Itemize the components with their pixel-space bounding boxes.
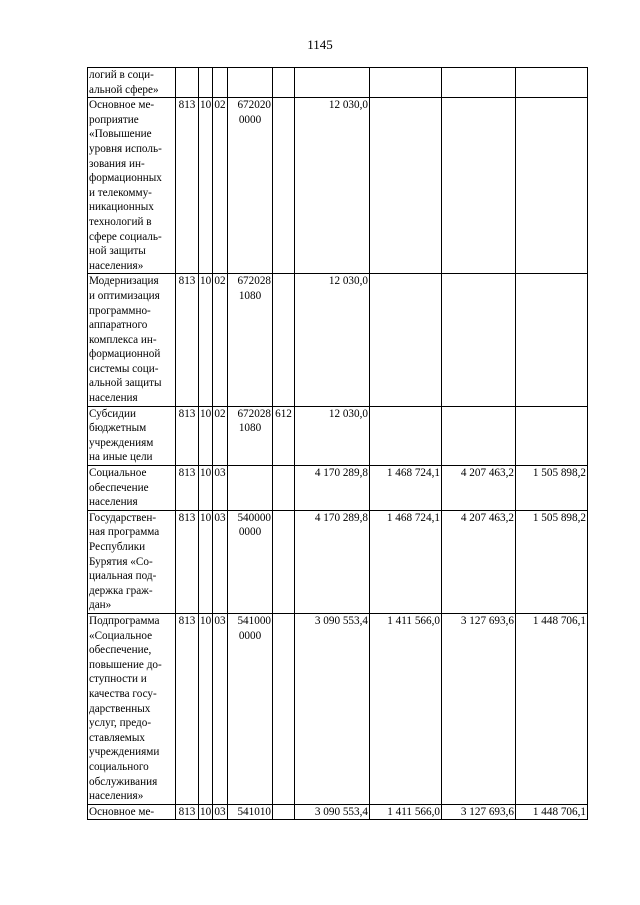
subsection-code-cell: 03: [213, 804, 228, 820]
table-row: [88, 613, 588, 804]
amount-year1-cell: 12 030,0: [295, 98, 370, 274]
table-row: [88, 68, 588, 98]
amount-year2-cell: 3 127 693,6: [442, 613, 516, 804]
item-name-cell: [88, 98, 176, 274]
target-code-part: 672028: [237, 407, 271, 420]
item-name-cell: [88, 804, 176, 820]
item-name-line: учреждениям: [89, 436, 154, 449]
item-name-line: обеспечение: [89, 481, 149, 494]
item-name-line: социального: [89, 760, 149, 773]
target-code-part: 0000: [238, 629, 262, 642]
amount-year2-federal-cell: [516, 98, 588, 274]
subsection-code-cell: 02: [213, 98, 228, 274]
ministry-code-cell: 813: [176, 98, 199, 274]
section-code-cell: 10: [199, 613, 213, 804]
table-row: [88, 510, 588, 613]
item-name-line: Модернизация: [89, 275, 159, 288]
item-name-line: альной сфере»: [89, 83, 159, 96]
subsection-code-cell: 03: [213, 613, 228, 804]
item-name-line: дарственных: [89, 702, 151, 715]
amount-year2-federal-cell: 1 505 898,2: [516, 510, 588, 613]
target-code-part: 0000: [238, 526, 262, 539]
expense-type-cell: [273, 98, 295, 274]
target-article-cell: [228, 274, 273, 406]
item-name-line: сфере социаль-: [89, 230, 162, 243]
section-code-cell: 10: [199, 98, 213, 274]
section-code-cell: 10: [199, 510, 213, 613]
item-name-line: Основное ме-: [89, 805, 155, 818]
item-name-line: «Повышение: [89, 128, 152, 141]
amount-year1-cell: 12 030,0: [295, 406, 370, 465]
target-code-part: 672020: [237, 99, 271, 112]
ministry-code-cell: 813: [176, 466, 199, 511]
ministry-code-cell: 813: [176, 274, 199, 406]
item-name-line: формационных: [89, 172, 162, 185]
item-name-line: Субсидии: [89, 407, 136, 420]
subsection-code-cell: 03: [213, 510, 228, 613]
section-code-cell: 10: [199, 406, 213, 465]
item-name-line: населения»: [89, 259, 144, 272]
item-name-cell: [88, 613, 176, 804]
amount-year2-cell: 3 127 693,6: [442, 804, 516, 820]
target-article-cell: [228, 98, 273, 274]
item-name-line: логий в соци-: [89, 69, 154, 81]
item-name-line: программно-: [89, 304, 151, 317]
amount-year2-federal-cell: 1 448 706,1: [516, 613, 588, 804]
amount-year1-federal-cell: [370, 274, 442, 406]
item-name-line: обеспечение,: [89, 644, 152, 657]
page-number: 1145: [307, 37, 333, 52]
amount-year1-cell: [295, 68, 370, 98]
item-name-line: населения: [89, 496, 138, 509]
amount-year2-cell: 4 207 463,2: [442, 510, 516, 613]
item-name-line: формационной: [89, 348, 161, 361]
amount-year2-cell: [442, 98, 516, 274]
amount-year1-cell: 4 170 289,8: [295, 466, 370, 511]
amount-year1-federal-cell: 1 468 724,1: [370, 510, 442, 613]
expense-type-cell: [273, 613, 295, 804]
item-name-line: и оптимизация: [89, 289, 160, 302]
item-name-line: качества госу-: [89, 687, 157, 700]
table-row: [88, 804, 588, 820]
item-name-line: ная программа: [89, 526, 160, 539]
target-article-cell: [228, 613, 273, 804]
amount-year1-federal-cell: [370, 406, 442, 465]
item-name-line: ной защиты: [89, 245, 146, 258]
target-article-cell: [228, 466, 273, 511]
expense-type-cell: [273, 274, 295, 406]
item-name-line: уровня исполь-: [89, 142, 162, 155]
item-name-line: населения: [89, 392, 138, 405]
amount-year1-cell: 4 170 289,8: [295, 510, 370, 613]
table-body: [88, 68, 588, 820]
item-name-line: ступности и: [89, 673, 147, 686]
amount-year2-federal-cell: 1 505 898,2: [516, 466, 588, 511]
item-name-line: роприятие: [89, 113, 139, 126]
item-name-line: учреждениями: [89, 746, 160, 759]
section-code-cell: 10: [199, 466, 213, 511]
item-name-cell: [88, 466, 176, 511]
target-code-part: 0000: [238, 113, 262, 126]
item-name-line: Подпрограмма: [89, 614, 160, 627]
item-name-line: системы соци-: [89, 362, 159, 375]
item-name-line: услуг, предо-: [89, 717, 152, 730]
item-name-line: держка граж-: [89, 584, 153, 597]
target-code-part: 540000: [237, 511, 271, 524]
amount-year1-cell: 12 030,0: [295, 274, 370, 406]
target-code-part: 672028: [237, 275, 271, 288]
item-name-line: дан»: [89, 599, 112, 612]
subsection-code-cell: 03: [213, 466, 228, 511]
target-article-cell: [228, 510, 273, 613]
item-name-cell: [88, 510, 176, 613]
ministry-code-cell: 813: [176, 804, 199, 820]
item-name-line: циальная под-: [89, 570, 157, 583]
amount-year2-cell: 4 207 463,2: [442, 466, 516, 511]
budget-table: [87, 67, 588, 820]
item-name-line: Социальное: [89, 467, 147, 480]
item-name-line: бюджетным: [89, 422, 147, 435]
amount-year1-federal-cell: 1 411 566,0: [370, 804, 442, 820]
amount-year2-cell: [442, 274, 516, 406]
expense-type-cell: [273, 510, 295, 613]
expense-type-cell: [273, 804, 295, 820]
table-row: [88, 466, 588, 511]
target-code-part: 541010: [237, 805, 271, 818]
item-name-cell: [88, 68, 176, 98]
table-row: [88, 98, 588, 274]
section-code-cell: 10: [199, 274, 213, 406]
amount-year1-federal-cell: 1 468 724,1: [370, 466, 442, 511]
target-code-part: 541000: [237, 614, 271, 627]
item-name-line: населения»: [89, 790, 144, 803]
expense-type-cell: [273, 466, 295, 511]
amount-year2-cell: [442, 68, 516, 98]
item-name-line: Государствен-: [89, 511, 157, 524]
subsection-code-cell: 02: [213, 274, 228, 406]
ministry-code-cell: 813: [176, 406, 199, 465]
amount-year2-cell: [442, 406, 516, 465]
section-code-cell: 10: [199, 804, 213, 820]
table-row: [88, 406, 588, 465]
ministry-code-cell: 813: [176, 510, 199, 613]
item-name-line: зования ин-: [89, 157, 145, 170]
item-name-cell: [88, 406, 176, 465]
item-name-line: на иные цели: [89, 451, 153, 464]
amount-year1-federal-cell: 1 411 566,0: [370, 613, 442, 804]
item-name-line: аппаратного: [89, 319, 148, 332]
item-name-line: и телекомму-: [89, 186, 152, 199]
amount-year2-federal-cell: [516, 406, 588, 465]
item-name-line: альной защиты: [89, 377, 162, 390]
target-article-cell: [228, 406, 273, 465]
amount-year1-federal-cell: [370, 68, 442, 98]
item-name-line: «Социальное: [89, 629, 153, 642]
item-name-line: Республики: [89, 541, 146, 553]
target-code-part: 1080: [238, 289, 262, 302]
item-name-line: повышение до-: [89, 658, 162, 671]
section-code-cell: [199, 68, 213, 98]
item-name-line: Бурятия «Со-: [89, 555, 153, 568]
subsection-code-cell: 02: [213, 406, 228, 465]
amount-year2-federal-cell: [516, 274, 588, 406]
item-name-line: Основное ме-: [89, 99, 155, 112]
item-name-line: ставляемых: [89, 731, 145, 744]
subsection-code-cell: [213, 68, 228, 98]
target-code-part: 1080: [238, 422, 262, 435]
target-article-cell: [228, 68, 273, 98]
amount-year1-federal-cell: [370, 98, 442, 274]
item-name-line: обслуживания: [89, 775, 158, 788]
item-name-cell: [88, 274, 176, 406]
expense-type-cell: [273, 68, 295, 98]
amount-year1-cell: 3 090 553,4: [295, 804, 370, 820]
ministry-code-cell: 813: [176, 613, 199, 804]
item-name-line: технологий в: [89, 215, 152, 228]
amount-year1-cell: 3 090 553,4: [295, 613, 370, 804]
ministry-code-cell: [176, 68, 199, 98]
table-row: [88, 274, 588, 406]
item-name-line: никационных: [89, 201, 154, 214]
target-article-cell: [228, 804, 273, 820]
amount-year2-federal-cell: 1 448 706,1: [516, 804, 588, 820]
item-name-line: комплекса ин-: [89, 333, 157, 346]
amount-year2-federal-cell: [516, 68, 588, 98]
expense-type-cell: 612: [273, 406, 295, 465]
